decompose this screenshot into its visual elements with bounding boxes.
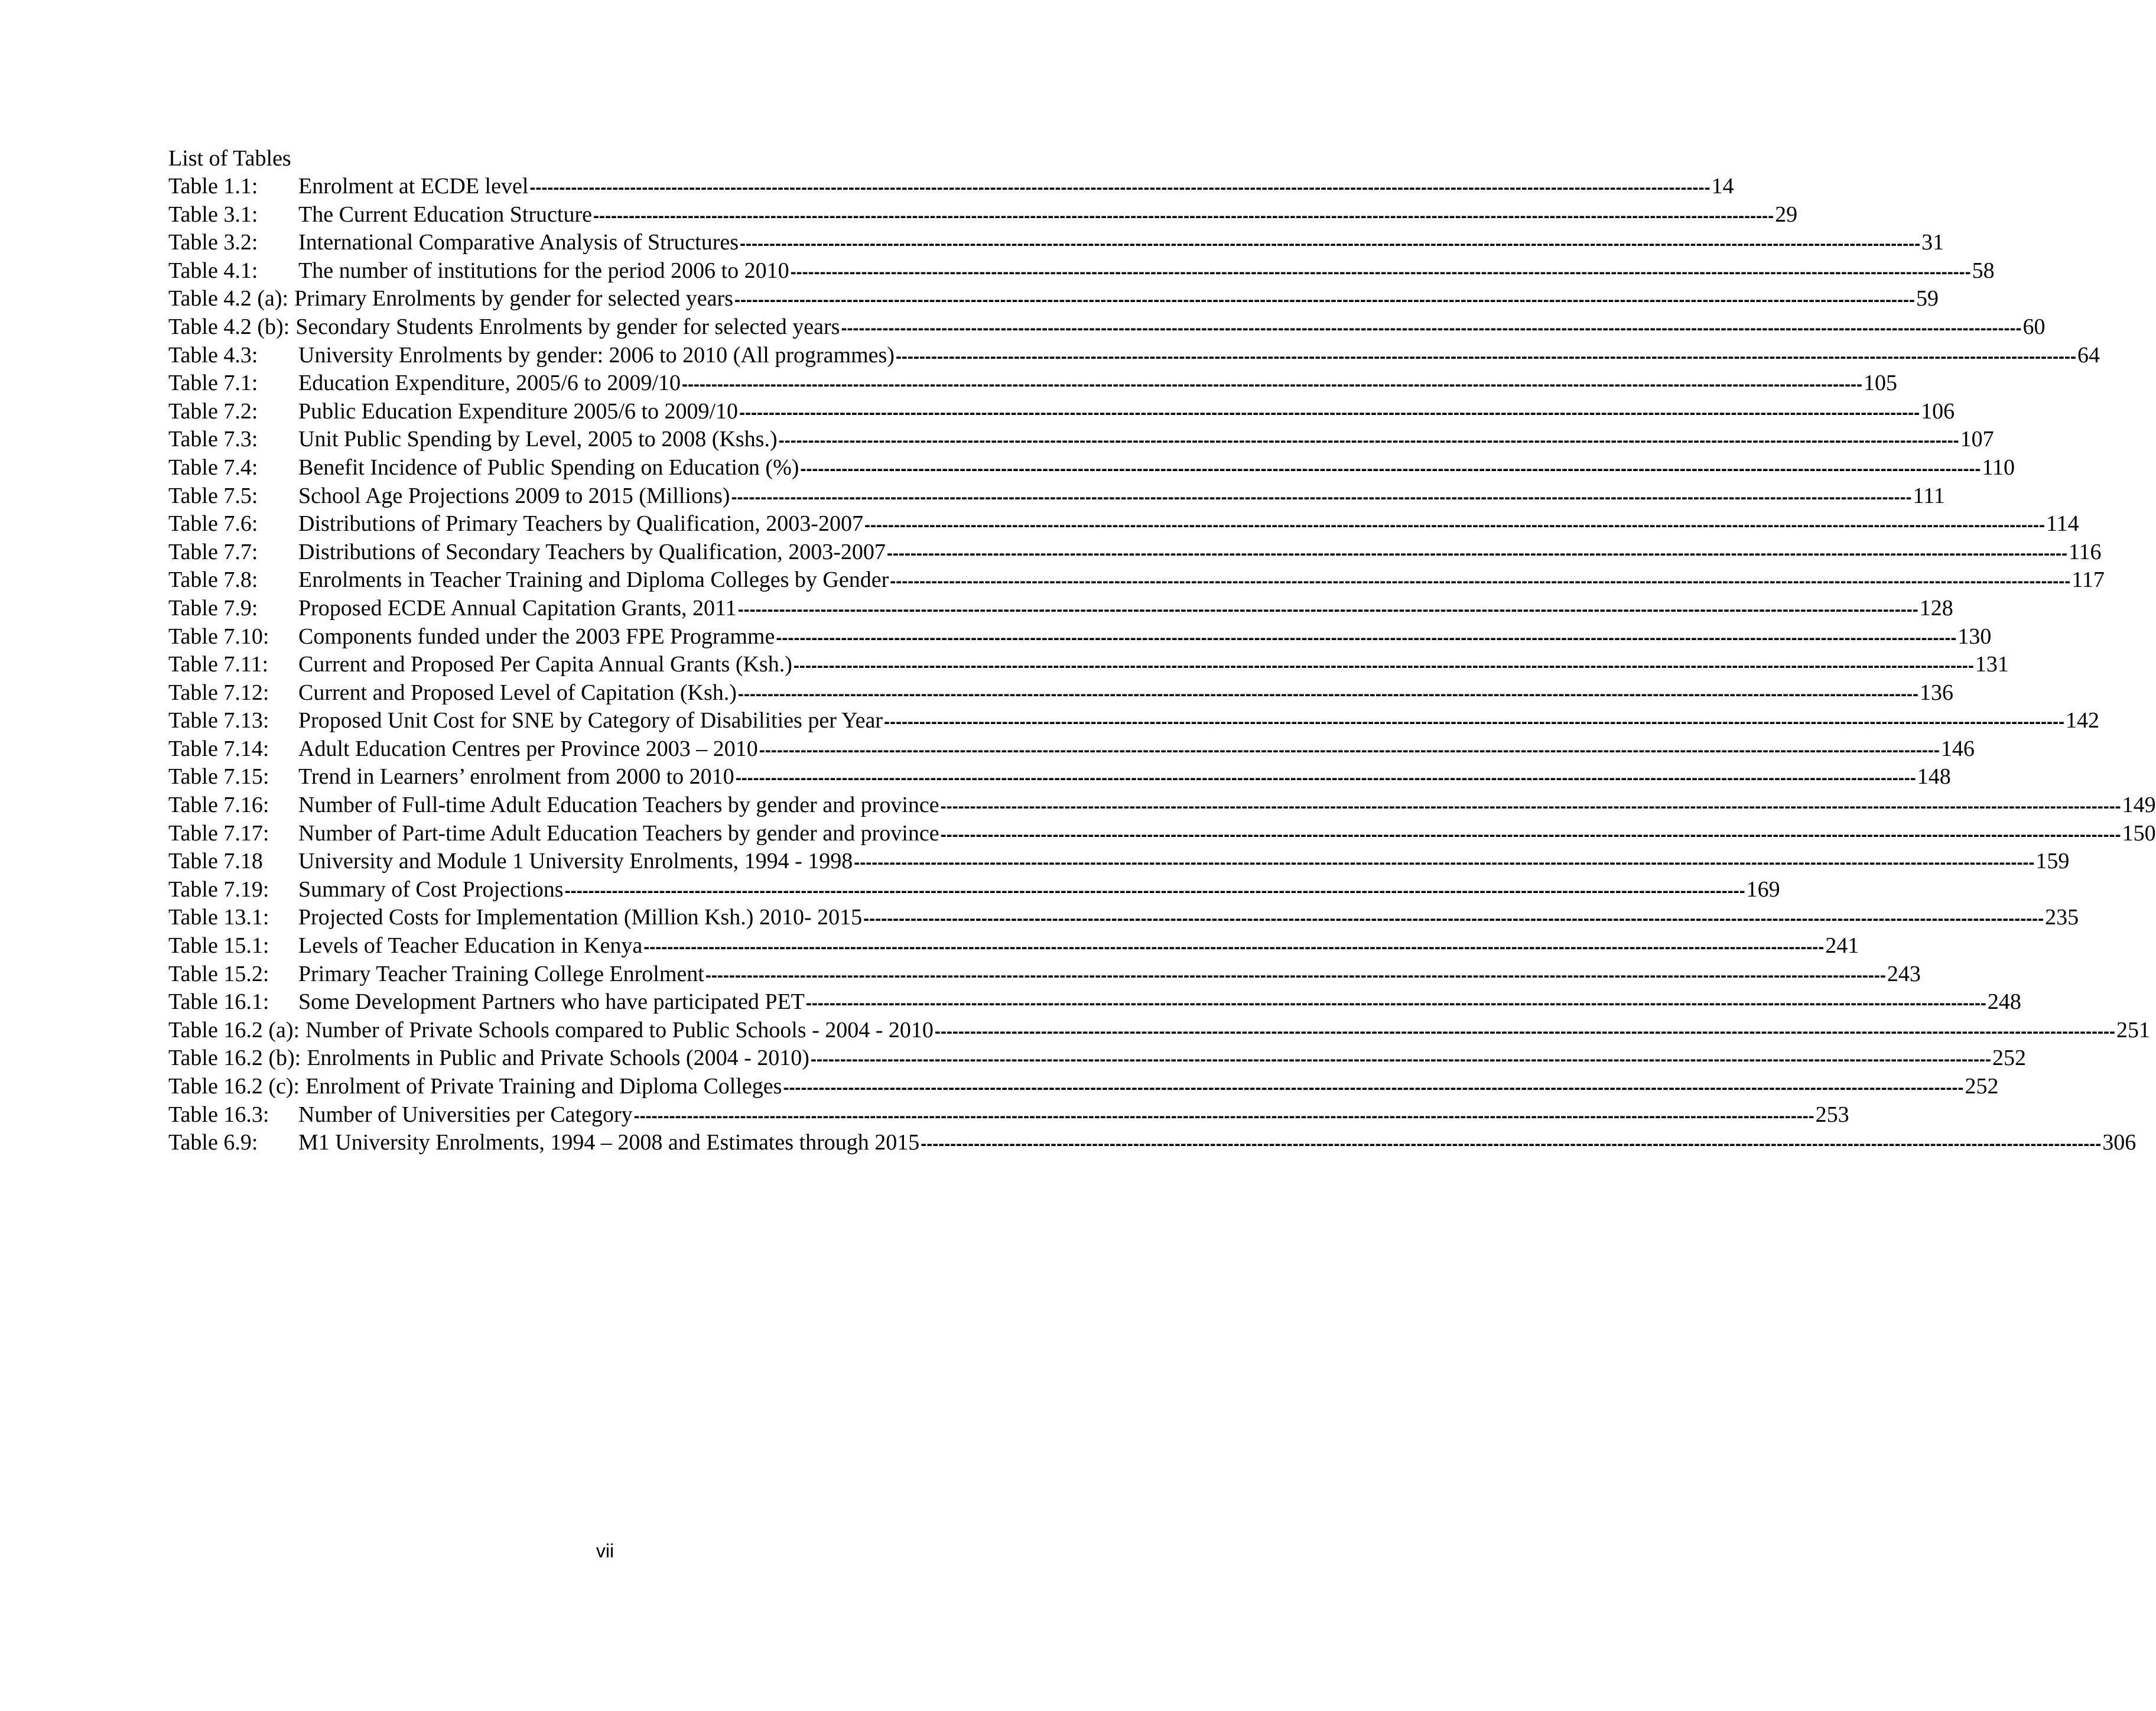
dot-leader: -------------------------------------------------------------------------------------------------------------------------------------------------------------------------------------------------------- (921, 1134, 2102, 1154)
toc-entry-label: Table 3.1: (168, 202, 258, 227)
toc-entry-title: Number of Part-time Adult Education Teachers by gender and province (298, 820, 939, 846)
toc-entry (168, 876, 1780, 904)
toc-entry-title: Primary Enrolments by gender for selected years (294, 286, 733, 311)
toc-entry-label: Table 7.12: (168, 680, 269, 705)
dot-leader: -------------------------------------------------------------------------------------------------------------------------------------------------------------------------------------------------------- (739, 402, 1920, 423)
toc-entry-title: University and Module 1 University Enrolments, 1994 - 1998 (298, 849, 853, 874)
toc-entry-label: Table 1.1: (168, 174, 258, 199)
toc-entry (168, 651, 2009, 679)
list-of-tables (168, 144, 2156, 1157)
toc-entry-title: Some Development Partners who have participated PET (298, 989, 805, 1015)
toc-entry-page: 59 (1916, 286, 1939, 311)
toc-entry (168, 510, 2079, 538)
toc-entry-title: Education Expenditure, 2005/6 to 2009/10 (298, 371, 681, 396)
toc-entry-page: 149 (2122, 793, 2156, 818)
toc-entry-page: 252 (1965, 1074, 1999, 1099)
toc-entry-title: Current and Proposed Per Capita Annual Grants (Ksh.) (298, 652, 792, 677)
toc-entry-page: 130 (1957, 624, 1992, 649)
toc-entry-label: Table 3.2: (168, 230, 258, 255)
dot-leader: -------------------------------------------------------------------------------------------------------------------------------------------------------------------------------------------------------- (759, 740, 1940, 760)
toc-entry-label: Table 7.2: (168, 398, 258, 424)
dot-leader: -------------------------------------------------------------------------------------------------------------------------------------------------------------------------------------------------------- (805, 994, 1986, 1014)
toc-entry-title: Number of Universities per Category (298, 1102, 633, 1127)
toc-entry-label: Table 7.10: (168, 624, 269, 649)
dot-leader: -------------------------------------------------------------------------------------------------------------------------------------------------------------------------------------------------------- (841, 318, 2022, 338)
toc-entries (168, 173, 2156, 1157)
toc-entry-page: 117 (2072, 567, 2105, 593)
toc-entry-title: The number of institutions for the period 2006 to 2010 (298, 258, 789, 283)
toc-entry-title: Primary Teacher Training College Enrolment (298, 961, 704, 986)
toc-entry-title: Number of Full-time Adult Education Teachers by gender and province (298, 793, 939, 818)
toc-entry-title: Unit Public Spending by Level, 2005 to 2008 (Kshs.) (298, 427, 778, 452)
dot-leader: -------------------------------------------------------------------------------------------------------------------------------------------------------------------------------------------------------- (776, 628, 1957, 648)
dot-leader: -------------------------------------------------------------------------------------------------------------------------------------------------------------------------------------------------------- (864, 515, 2046, 535)
toc-entry-title: The Current Education Structure (298, 202, 593, 227)
toc-entry-page: 116 (2068, 539, 2102, 564)
toc-entry-title: Public Education Expenditure 2005/6 to 2009/10 (298, 398, 739, 424)
toc-entry-title: Enrolment of Private Training and Diploma Colleges (305, 1074, 782, 1099)
toc-entry-label: Table 7.13: (168, 708, 269, 733)
toc-entry-title: School Age Projections 2009 to 2015 (Millions) (298, 483, 730, 508)
toc-entry-page: 110 (1982, 454, 2015, 480)
toc-entry-page: 306 (2102, 1130, 2137, 1155)
toc-entry-label: Table 4.1: (168, 258, 258, 283)
dot-leader: -------------------------------------------------------------------------------------------------------------------------------------------------------------------------------------------------------- (790, 262, 1971, 282)
toc-entry-label: Table 15.1: (168, 933, 269, 959)
dot-leader: -------------------------------------------------------------------------------------------------------------------------------------------------------------------------------------------------------- (705, 965, 1886, 985)
dot-leader: -------------------------------------------------------------------------------------------------------------------------------------------------------------------------------------------------------- (934, 1021, 2115, 1041)
dot-leader: -------------------------------------------------------------------------------------------------------------------------------------------------------------------------------------------------------- (731, 487, 1912, 507)
toc-entry-title: Projected Costs for Implementation (Million Ksh.) 2010- 2015 (298, 905, 863, 930)
dot-leader: -------------------------------------------------------------------------------------------------------------------------------------------------------------------------------------------------------- (810, 1050, 1991, 1070)
toc-entry (168, 960, 1921, 989)
dot-leader: -------------------------------------------------------------------------------------------------------------------------------------------------------------------------------------------------------- (890, 572, 2071, 592)
toc-entry (168, 173, 1734, 201)
toc-entry-title: Current and Proposed Level of Capitation (Ksh.) (298, 680, 737, 705)
toc-entry (168, 791, 2156, 820)
toc-entry-page: 252 (1992, 1046, 2026, 1071)
toc-entry-page: 29 (1775, 202, 1798, 227)
toc-entry (168, 707, 2100, 735)
toc-entry (168, 538, 2102, 567)
toc-entry-page: 235 (2045, 905, 2079, 930)
dot-leader: -------------------------------------------------------------------------------------------------------------------------------------------------------------------------------------------------------- (564, 881, 1745, 901)
toc-entry-title: Proposed ECDE Annual Capitation Grants, 2011 (298, 595, 737, 621)
toc-entry-label: Table 7.17: (168, 820, 269, 846)
dot-leader: -------------------------------------------------------------------------------------------------------------------------------------------------------------------------------------------------------- (883, 712, 2065, 732)
toc-entry (168, 1044, 2026, 1073)
toc-entry (168, 932, 1859, 960)
toc-entry (168, 454, 2015, 482)
toc-entry-title: Enrolment at ECDE level (298, 174, 529, 199)
toc-entry (168, 566, 2105, 595)
toc-entry-title: Distributions of Primary Teachers by Qualification, 2003-2007 (298, 511, 863, 537)
dot-leader: -------------------------------------------------------------------------------------------------------------------------------------------------------------------------------------------------------- (886, 543, 2067, 563)
toc-entry-page: 142 (2066, 708, 2100, 733)
toc-entry (168, 285, 1939, 313)
toc-entry (168, 229, 1944, 257)
toc-entry-page: 60 (2022, 314, 2046, 339)
toc-entry-title: Adult Education Centres per Province 2003 – 2010 (298, 736, 758, 761)
toc-entry-label: Table 7.6: (168, 511, 258, 537)
toc-entry-label: Table 4.2 (b): (168, 314, 290, 339)
toc-entry-title: Benefit Incidence of Public Spending on Education (%) (298, 454, 799, 480)
toc-entry-title: Number of Private Schools compared to Public Schools - 2004 - 2010 (305, 1017, 934, 1043)
dot-leader: -------------------------------------------------------------------------------------------------------------------------------------------------------------------------------------------------------- (895, 346, 2076, 366)
toc-entry-label: Table 7.11: (168, 652, 268, 677)
toc-entry-label: Table 7.14: (168, 736, 269, 761)
toc-entry-label: Table 7.7: (168, 539, 258, 564)
toc-entry-page: 107 (1960, 427, 1994, 452)
dot-leader: -------------------------------------------------------------------------------------------------------------------------------------------------------------------------------------------------------- (737, 684, 1918, 704)
toc-entry-page: 31 (1921, 230, 1944, 255)
toc-entry-page: 159 (2035, 849, 2070, 874)
toc-heading: List of Tables (168, 146, 291, 171)
dot-leader: -------------------------------------------------------------------------------------------------------------------------------------------------------------------------------------------------------- (940, 797, 2121, 817)
toc-entry (168, 1073, 1999, 1101)
toc-entry-title: Enrolments in Public and Private Schools (2004 - 2010) (307, 1046, 809, 1071)
toc-entry-page: 148 (1917, 764, 1951, 790)
dot-leader: -------------------------------------------------------------------------------------------------------------------------------------------------------------------------------------------------------- (633, 1106, 1814, 1126)
toc-entry (168, 369, 1897, 398)
toc-entry (168, 763, 1951, 791)
toc-entry-page: 136 (1919, 680, 1953, 705)
toc-entry-page: 248 (1987, 989, 2021, 1015)
toc-entry-page: 58 (1972, 258, 1995, 283)
toc-entry-label: Table 13.1: (168, 905, 269, 930)
toc-entry (168, 426, 1994, 454)
toc-entry-page: 114 (2046, 511, 2079, 537)
toc-entry-title: M1 University Enrolments, 1994 – 2008 and Estimates through 2015 (298, 1130, 920, 1155)
toc-entry-title: University Enrolments by gender: 2006 to 2010 (All programmes) (298, 342, 895, 368)
dot-leader: -------------------------------------------------------------------------------------------------------------------------------------------------------------------------------------------------------- (863, 909, 2044, 929)
toc-entry (168, 595, 1953, 623)
dot-leader: -------------------------------------------------------------------------------------------------------------------------------------------------------------------------------------------------------- (783, 1078, 1964, 1098)
toc-entry (168, 257, 1995, 285)
toc-entry (168, 342, 2100, 370)
toc-entry-label: Table 7.19: (168, 876, 269, 902)
toc-entry-title: Secondary Students Enrolments by gender for selected years (295, 314, 840, 339)
toc-entry-label: Table 7.18 (168, 849, 263, 874)
toc-entry (168, 482, 1945, 511)
toc-entry-title: Trend in Learners’ enrolment from 2000 to 2010 (298, 764, 734, 790)
toc-entry-page: 128 (1919, 595, 1953, 621)
toc-entry-page: 146 (1940, 736, 1975, 761)
toc-entry-title: Components funded under the 2003 FPE Programme (298, 624, 775, 649)
dot-leader: -------------------------------------------------------------------------------------------------------------------------------------------------------------------------------------------------------- (854, 853, 2035, 873)
toc-entry (168, 398, 1955, 426)
toc-entry-page: 106 (1921, 398, 1955, 424)
toc-entry-label: Table 7.8: (168, 567, 258, 593)
toc-entry (168, 904, 2079, 932)
toc-entry-label: Table 6.9: (168, 1130, 258, 1155)
toc-entry-page: 253 (1815, 1102, 1849, 1127)
dot-leader: -------------------------------------------------------------------------------------------------------------------------------------------------------------------------------------------------------- (737, 599, 1918, 619)
dot-leader: -------------------------------------------------------------------------------------------------------------------------------------------------------------------------------------------------------- (740, 234, 1921, 254)
page-number: vii (596, 1540, 614, 1561)
dot-leader: -------------------------------------------------------------------------------------------------------------------------------------------------------------------------------------------------------- (940, 824, 2121, 845)
dot-leader: -------------------------------------------------------------------------------------------------------------------------------------------------------------------------------------------------------- (643, 937, 1825, 957)
toc-entry (168, 1017, 2150, 1045)
dot-leader: -------------------------------------------------------------------------------------------------------------------------------------------------------------------------------------------------------- (681, 375, 1862, 395)
toc-entry (168, 1101, 1849, 1129)
dot-leader: -------------------------------------------------------------------------------------------------------------------------------------------------------------------------------------------------------- (800, 459, 1981, 479)
toc-entry-page: 243 (1887, 961, 1921, 986)
toc-entry (168, 313, 2046, 342)
toc-entry-page: 169 (1746, 876, 1780, 902)
toc-entry-page: 251 (2116, 1017, 2150, 1043)
toc-entry-label: Table 16.2 (a): (168, 1017, 300, 1043)
toc-entry-label: Table 7.3: (168, 427, 258, 452)
toc-entry-title: Enrolments in Teacher Training and Diploma Colleges by Gender (298, 567, 889, 593)
toc-entry-page: 111 (1913, 483, 1945, 508)
toc-entry-page: 150 (2122, 820, 2156, 846)
toc-entry-label: Table 7.16: (168, 793, 269, 818)
toc-entry-label: Table 16.2 (c): (168, 1074, 300, 1099)
toc-entry-label: Table 7.5: (168, 483, 258, 508)
toc-entry-title: Levels of Teacher Education in Kenya (298, 933, 643, 959)
toc-entry-page: 14 (1711, 174, 1734, 199)
toc-entry-label: Table 4.3: (168, 342, 258, 368)
toc-entry (168, 623, 1992, 651)
toc-entry-label: Table 7.4: (168, 454, 258, 480)
toc-entry-page: 105 (1864, 371, 1897, 396)
toc-entry-page: 241 (1825, 933, 1859, 959)
toc-entry-label: Table 16.2 (b): (168, 1046, 301, 1071)
toc-entry (168, 1129, 2137, 1157)
dot-leader: -------------------------------------------------------------------------------------------------------------------------------------------------------------------------------------------------------- (734, 290, 1915, 310)
toc-entry-label: Table 16.1: (168, 989, 269, 1015)
toc-entry (168, 820, 2156, 848)
toc-entry-title: Summary of Cost Projections (298, 876, 564, 902)
toc-entry-label: Table 4.2 (a): (168, 286, 289, 311)
toc-entry-label: Table 7.15: (168, 764, 269, 790)
toc-entry (168, 679, 1953, 707)
dot-leader: -------------------------------------------------------------------------------------------------------------------------------------------------------------------------------------------------------- (593, 206, 1774, 226)
toc-entry-page: 131 (1975, 652, 2009, 677)
toc-entry-label: Table 7.9: (168, 595, 258, 621)
dot-leader: -------------------------------------------------------------------------------------------------------------------------------------------------------------------------------------------------------- (735, 768, 1916, 788)
toc-entry-label: Table 15.2: (168, 961, 269, 986)
toc-entry (168, 988, 2021, 1017)
toc-entry-page: 64 (2077, 342, 2100, 368)
toc-entry-label: Table 16.3: (168, 1102, 269, 1127)
toc-entry (168, 735, 1975, 764)
toc-entry (168, 848, 2070, 876)
toc-entry-title: Distributions of Secondary Teachers by Qualification, 2003-2007 (298, 539, 886, 564)
dot-leader: -------------------------------------------------------------------------------------------------------------------------------------------------------------------------------------------------------- (529, 178, 1711, 197)
dot-leader: -------------------------------------------------------------------------------------------------------------------------------------------------------------------------------------------------------- (793, 656, 1974, 676)
toc-entry-label: Table 7.1: (168, 371, 258, 396)
toc-entry (168, 201, 1798, 229)
toc-entry-title: Proposed Unit Cost for SNE by Category of Disabilities per Year (298, 708, 883, 733)
dot-leader: -------------------------------------------------------------------------------------------------------------------------------------------------------------------------------------------------------- (778, 431, 1959, 451)
toc-entry-title: International Comparative Analysis of Structures (298, 230, 739, 255)
